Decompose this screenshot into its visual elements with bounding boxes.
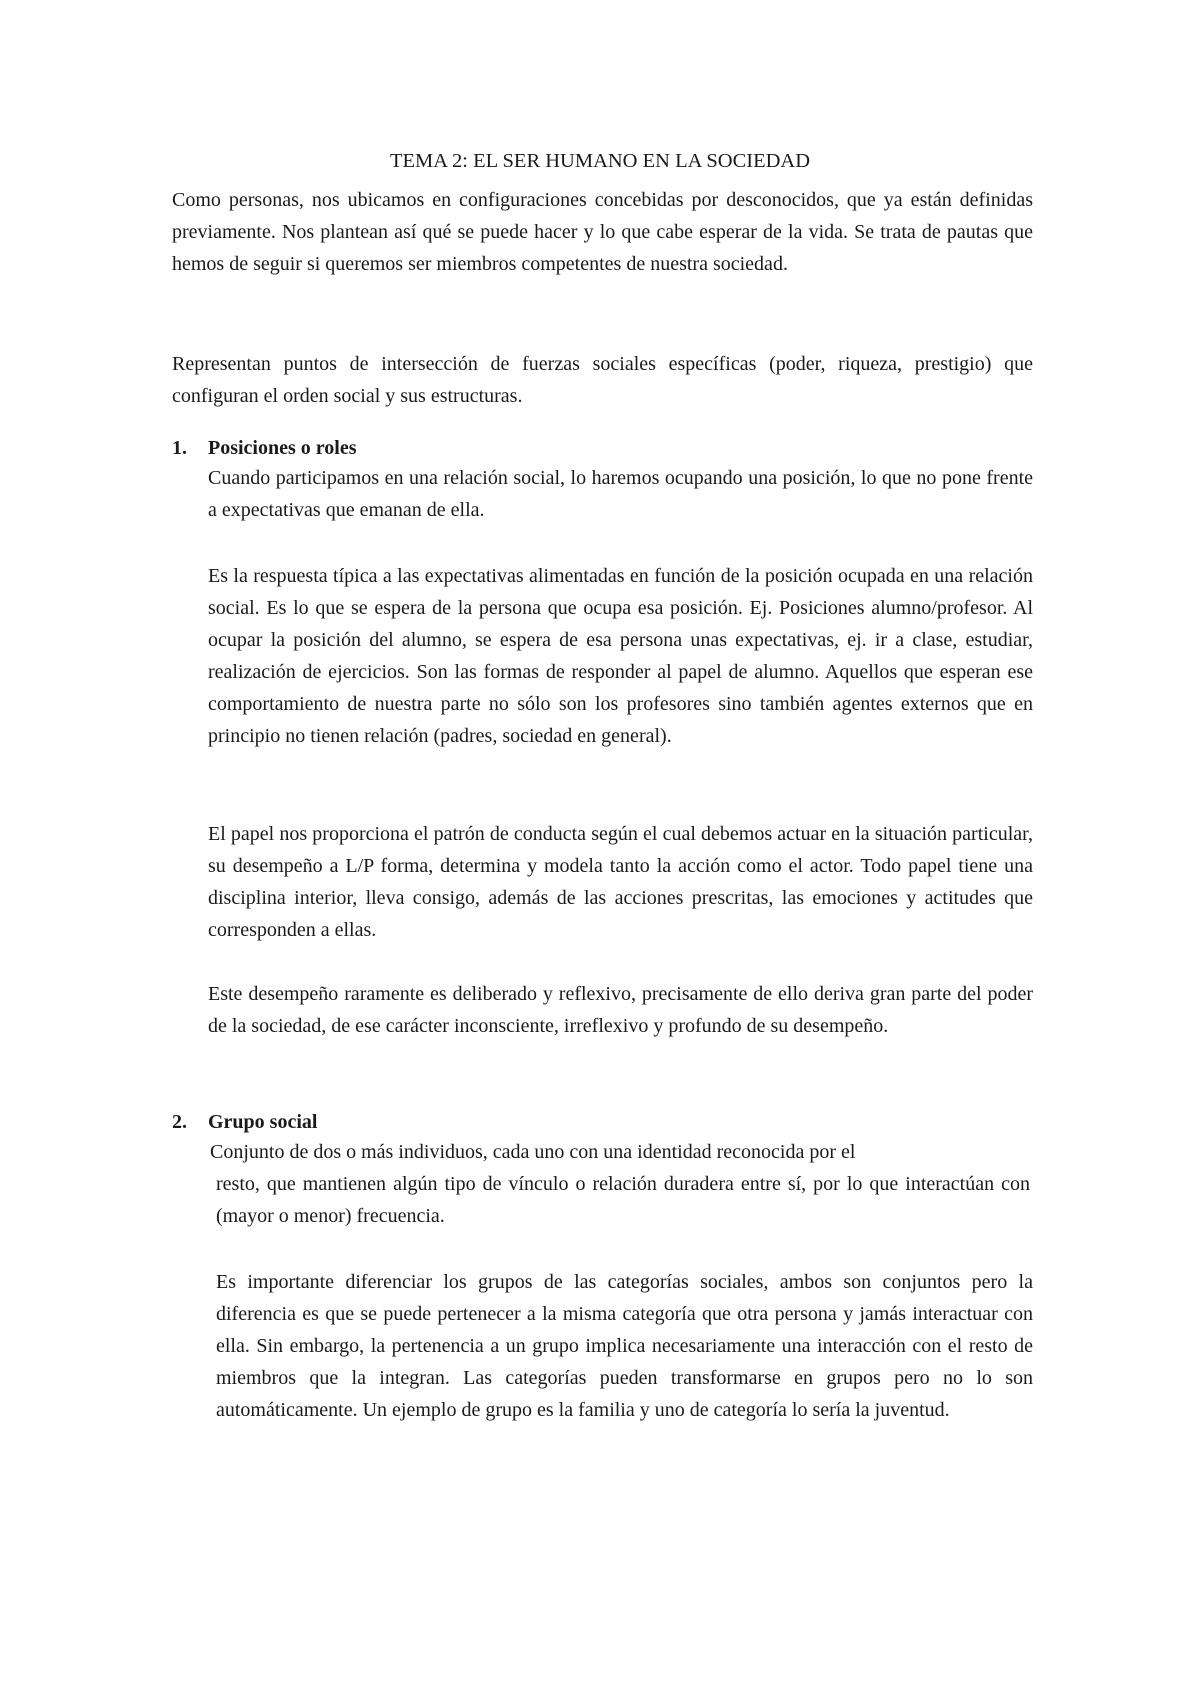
document-title: TEMA 2: EL SER HUMANO EN LA SOCIEDAD bbox=[389, 150, 811, 172]
section-1-paragraph-3: El papel nos proporciona el patrón de conducta según el cual debemos actuar en la situación particular, su desempeño a L/P forma, determina y modela tanto la acción como el actor. Todo papel tiene una disciplina interior, lleva consigo, además de las acciones prescritas, las emociones y actitudes que corresponden a ellas. bbox=[208, 823, 1033, 941]
section-heading-1 bbox=[172, 434, 357, 462]
section-title: Grupo social bbox=[208, 1111, 318, 1133]
section-1-paragraph-4: Este desempeño raramente es deliberado y reflexivo, precisamente de ello deriva gran parte del poder de la sociedad, de ese carácter inconsciente, irreflexivo y profundo de su desempeño. bbox=[208, 983, 1033, 1037]
intro-paragraph-2: Representan puntos de intersección de fuerzas sociales específicas (poder, riqueza, prestigio) que configuran el orden social y sus estructuras. bbox=[172, 353, 1033, 407]
section-number: 1. bbox=[172, 437, 187, 459]
section-2-paragraph-1 bbox=[210, 1136, 1030, 1232]
section-1-paragraph-1: Cuando participamos en una relación social, lo haremos ocupando una posición, lo que no pone frente a expectativas que emanan de ella. bbox=[208, 467, 1033, 521]
section-2-paragraph-2: Es importante diferenciar los grupos de las categorías sociales, ambos son conjuntos pero la diferencia es que se puede pertenecer a la misma categoría que otra persona y jamás interactuar con ella. Sin embargo, la pertenencia a un grupo implica necesariamente una interacción con el resto de miembros que la integran. Las categorías pueden transformarse en grupos pero no lo son automáticamente. Un ejemplo de grupo es la familia y uno de categoría lo sería la juventud. bbox=[216, 1271, 1033, 1421]
intro-paragraph-1: Como personas, nos ubicamos en configuraciones concebidas por desconocidos, que ya están definidas previamente. Nos plantean así qué se puede hacer y lo que cabe esperar de la vida. Se trata de pautas que hemos de seguir si queremos ser miembros competentes de nuestra sociedad. bbox=[172, 189, 1033, 275]
section-number: 2. bbox=[172, 1111, 187, 1133]
section-2-paragraph-1-first-line: Conjunto de dos o más individuos, cada uno con una identidad reconocida por el bbox=[210, 1141, 856, 1163]
section-heading-2 bbox=[172, 1108, 317, 1136]
section-title: Posiciones o roles bbox=[208, 437, 357, 459]
section-2-paragraph-1-continuation: resto, que mantienen algún tipo de vínculo o relación duradera entre sí, por lo que interactúan con (mayor o menor) frecuencia. bbox=[216, 1173, 1030, 1227]
section-1-paragraph-2: Es la respuesta típica a las expectativas alimentadas en función de la posición ocupada en una relación social. Es lo que se espera de la persona que ocupa esa posición. Ej. Posiciones alumno/profesor. Al ocupar la posición del alumno, se espera de esa persona unas expectativas, ej. ir a clase, estudiar, realización de ejercicios. Son las formas de responder al papel de alumno. Aquellos que esperan ese comportamiento de nuestra parte no sólo son los profesores sino también agentes externos que en principio no tienen relación (padres, sociedad en general). bbox=[208, 565, 1033, 747]
